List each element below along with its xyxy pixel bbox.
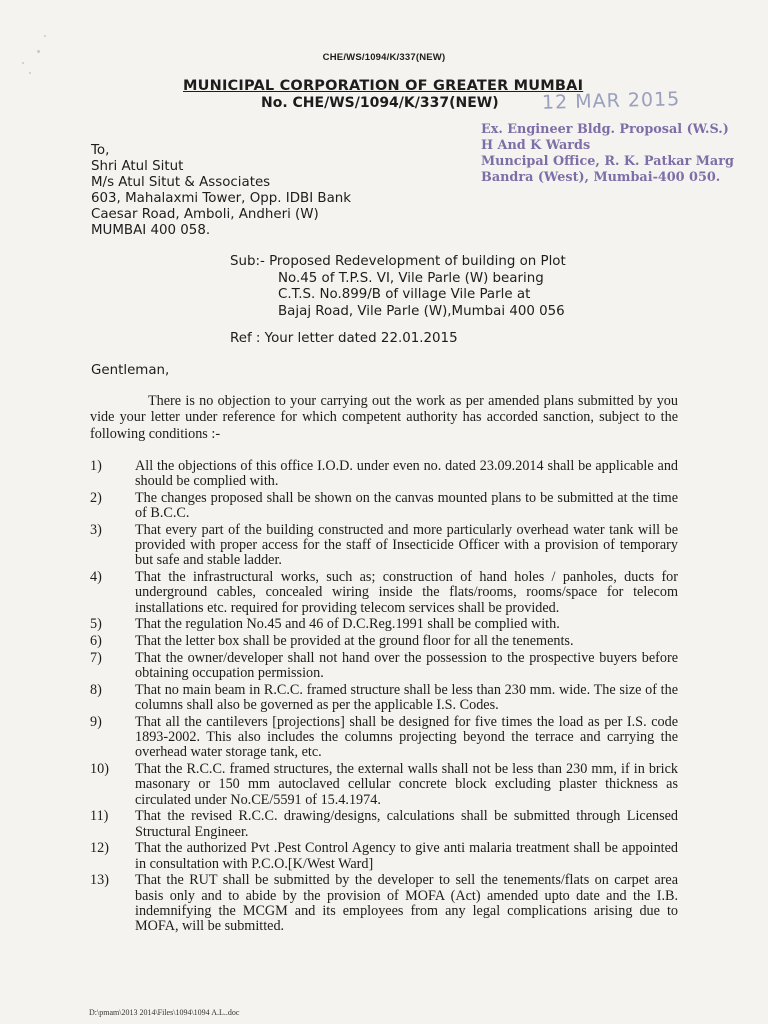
intro-paragraph: There is no objection to your carrying out the work as per amended plans submitted by you vide your letter under reference for which competent authority has accorded sanction, subject to the following conditions :- [90, 393, 678, 442]
subject-line: Sub:- Proposed Redevelopment of building on Plot [230, 254, 566, 269]
condition-number: 7) [90, 650, 102, 666]
condition-number: 10) [90, 761, 109, 778]
condition-number: 6) [90, 633, 102, 650]
condition-number: 4) [90, 569, 102, 586]
condition-number: 2) [90, 490, 102, 506]
condition-number: 5) [90, 616, 102, 633]
recipient-line: MUMBAI 400 058. [91, 223, 211, 238]
condition-text: That the owner/developer shall not hand over the possession to the prospective buyers before obtaining occupation permission. [135, 650, 678, 682]
recipient-line: M/s Atul Situt & Associates [91, 175, 271, 190]
recipient-line: Shri Atul Situt [91, 159, 184, 174]
condition-item [90, 617, 678, 632]
condition-number: 13) [90, 872, 109, 889]
office-address-line: Bandra (West), Mumbai-400 050. [481, 170, 721, 185]
condition-item [90, 570, 678, 616]
subject-block [230, 254, 566, 320]
recipient-line: Caesar Road, Amboli, Andheri (W) [91, 207, 319, 222]
condition-text: That the authorized Pvt .Pest Control Agency to give anti malaria treatment shall be appointed in consultation with P.C.O.[K/West Ward] [135, 840, 678, 872]
condition-text: The changes proposed shall be shown on the canvas mounted plans to be submitted at the time of B.C.C. [135, 490, 678, 522]
condition-text: That the revised R.C.C. drawing/designs, calculations shall be submitted through Licensed Structural Engineer. [135, 808, 678, 840]
condition-number: 11) [90, 808, 109, 825]
condition-number: 3) [90, 522, 102, 538]
condition-item [90, 651, 678, 681]
condition-text: That the R.C.C. framed structures, the external walls shall not be less than 230 mm, if in brick masonary or 150 mm autoclaved cellular concrete block excluding plaster thickness as circulated under No.CE/5591 of 15.4.1974. [135, 761, 678, 808]
condition-item [90, 841, 678, 871]
issuing-office-stamp [481, 122, 734, 186]
file-reference-top: CHE/WS/1094/K/337(NEW) [322, 52, 446, 63]
condition-text: That every part of the building constructed and more particularly overhead water tank will be provided with proper access for the staff of Insecticide Officer with a provision of temporary but safe and stable ladder. [135, 522, 678, 569]
condition-number: 1) [90, 458, 102, 474]
recipient-line: 603, Mahalaxmi Tower, Opp. IDBI Bank [91, 191, 352, 206]
condition-text: That no main beam in R.C.C. framed structure shall be less than 230 mm. wide. The size of the columns shall also be governed as per the applicable I.S. Codes. [135, 682, 678, 714]
condition-text: That the RUT shall be submitted by the developer to sell the tenements/flats on carpet area basis only and to abide by the provision of MOFA (Act) amended upto date and the I.B. indemnifying the MCGM and its employees from any legal complications arising due to MOFA, will be submitted. [135, 872, 678, 935]
office-address-line: H And K Wards [481, 138, 591, 153]
condition-item [90, 715, 678, 761]
letter-number: No. CHE/WS/1094/K/337(NEW) [261, 95, 499, 111]
condition-number: 12) [90, 840, 109, 857]
document-file-path: D:\pmam\2013 2014\Files\1094\1094 A.L..doc [89, 1008, 240, 1017]
condition-item [90, 491, 678, 521]
recipient-line: To, [91, 143, 110, 158]
condition-item [90, 459, 678, 489]
condition-text: That the letter box shall be provided at the ground floor for all the tenements. [135, 633, 574, 650]
condition-text: All the objections of this office I.O.D. under even no. dated 23.09.2014 shall be applicable and should be complied with. [135, 458, 678, 490]
salutation: Gentleman, [91, 363, 170, 378]
reference-line: Ref : Your letter dated 22.01.2015 [230, 331, 458, 346]
conditions-list [90, 459, 678, 936]
condition-item [90, 634, 678, 649]
subject-line: C.T.S. No.899/B of village Vile Parle at [278, 287, 531, 303]
scan-speck [29, 72, 31, 74]
condition-item [90, 523, 678, 569]
condition-text: That the regulation No.45 and 46 of D.C.Reg.1991 shall be complied with. [135, 616, 560, 633]
condition-text: That the infrastructural works, such as; construction of hand holes / panholes, ducts for underground cables, concealed wiring inside the flats/rooms, rooms/space for telecom installations etc. required for providing telecom services shall be provided. [135, 569, 678, 616]
recipient-address [91, 143, 351, 239]
condition-text: That all the cantilevers [projections] shall be designed for five times the load as per I.S. code 1893-2002. This also includes the columns projecting beyond the terrace and carrying the overhead water storage tank, etc. [135, 714, 678, 761]
organisation-title: MUNICIPAL CORPORATION OF GREATER MUMBAI [183, 78, 584, 94]
subject-line: No.45 of T.P.S. VI, Vile Parle (W) bearing [278, 270, 544, 286]
condition-number: 9) [90, 714, 102, 730]
condition-item [90, 873, 678, 934]
condition-item [90, 683, 678, 713]
scan-speck [44, 35, 46, 37]
subject-line: Bajaj Road, Vile Parle (W),Mumbai 400 056 [278, 303, 565, 319]
received-date-stamp: 12 MAR 2015 [541, 88, 681, 114]
condition-item [90, 762, 678, 808]
condition-item [90, 809, 678, 839]
office-address-line: Ex. Engineer Bldg. Proposal (W.S.) [481, 122, 729, 137]
office-address-line: Muncipal Office, R. K. Patkar Marg [481, 154, 734, 169]
condition-number: 8) [90, 682, 102, 698]
